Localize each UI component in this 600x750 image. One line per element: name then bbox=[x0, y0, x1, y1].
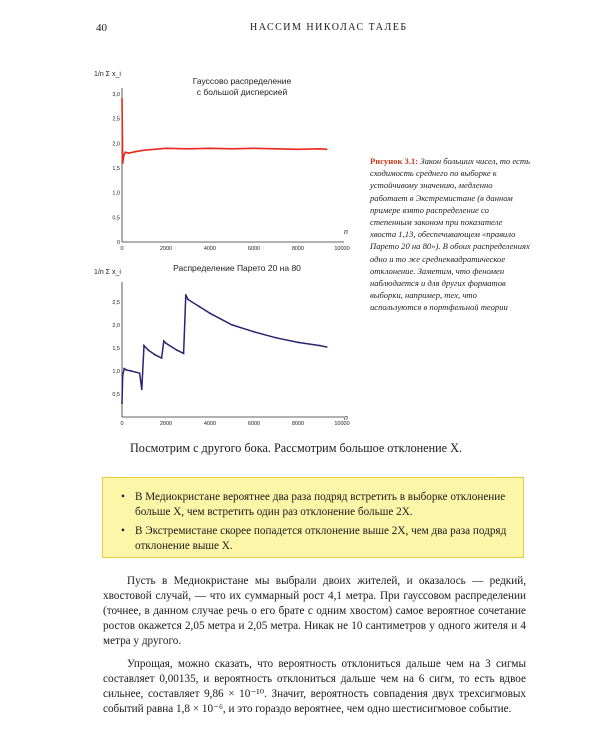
y-tick-label: 2,0 bbox=[112, 141, 120, 148]
data-point bbox=[198, 306, 200, 308]
gaussian-chart bbox=[92, 62, 357, 252]
data-point bbox=[161, 357, 163, 359]
callout-item-text: В Медиокристане вероятнее два раза подряд встретить в выборке отклонение больше X, чем встретить один раз отклонение больше 2X. bbox=[135, 491, 506, 518]
data-point bbox=[128, 152, 130, 154]
data-point bbox=[143, 345, 145, 347]
y-tick-label: 3,0 bbox=[112, 92, 120, 98]
chart-title-line-1: Гауссово распределение bbox=[192, 76, 292, 86]
data-point bbox=[253, 147, 255, 149]
figure-caption-text: Закон больших чисел, то есть сходимость среднего по выборке к устойчивому значению, медленно работает в Экстремистане (в данном примере взято распределение со степенным законом при показателе хвоста 1,13, обеспечивающем «правило Парето 20 на 80»). В обоих распределениях одно и то же среднеквадратическое отклонение. Заметим, что феномен наблюдается и для других форматов выборки, например, тех, что используются в портфельной теории bbox=[370, 156, 530, 313]
x-tick-label: 0 bbox=[120, 421, 124, 427]
data-point bbox=[139, 372, 141, 374]
data-point bbox=[154, 354, 156, 356]
data-point bbox=[209, 147, 211, 149]
data-point bbox=[319, 345, 321, 347]
data-point bbox=[141, 388, 143, 390]
axis-lines bbox=[122, 282, 344, 417]
x-axis-label: n bbox=[344, 415, 348, 422]
x-tick-label: 8000 bbox=[291, 246, 305, 252]
bullet: • bbox=[121, 491, 125, 503]
callout-item bbox=[117, 490, 511, 520]
data-point bbox=[326, 346, 328, 348]
data-point bbox=[123, 155, 125, 157]
data-point bbox=[163, 340, 165, 342]
data-point bbox=[319, 148, 321, 150]
chart-title: Распределение Парето 20 на 80 bbox=[173, 263, 301, 273]
callout-item-text: В Экстремистане скорее попадется отклонение выше 2X, чем два раза подряд отклонение выше X. bbox=[135, 525, 507, 552]
data-point bbox=[187, 299, 189, 301]
transition-sentence: Посмотрим с другого бока. Рассмотрим большое отклонение X. bbox=[130, 441, 462, 455]
x-tick-label: 0 bbox=[120, 246, 124, 252]
x-tick-label: 2000 bbox=[159, 246, 173, 252]
y-tick-label: 1,0 bbox=[112, 368, 120, 375]
data-point bbox=[123, 368, 125, 370]
y-tick-label: 0,5 bbox=[112, 215, 120, 222]
x-tick-label: 4000 bbox=[203, 421, 217, 427]
figure-caption-label: Рисунок 3.1: bbox=[370, 156, 419, 166]
y-tick-label: 0,5 bbox=[112, 391, 120, 398]
series-line bbox=[122, 295, 327, 403]
y-tick-label: 1,5 bbox=[112, 345, 120, 352]
x-tick-label: 10000 bbox=[334, 246, 350, 252]
data-point bbox=[297, 341, 299, 343]
running-head: НАССИМ НИКОЛАС ТАЛЕБ bbox=[250, 22, 408, 33]
data-point bbox=[326, 148, 328, 150]
y-tick-label: 1,0 bbox=[112, 190, 120, 197]
data-point bbox=[134, 151, 136, 153]
figure-caption bbox=[370, 155, 530, 314]
axis-lines bbox=[122, 88, 344, 242]
y-tick-label: 2,5 bbox=[112, 116, 120, 123]
x-tick-label: 8000 bbox=[291, 421, 305, 427]
data-point bbox=[122, 375, 124, 377]
bullet: • bbox=[121, 525, 125, 537]
x-tick-label: 6000 bbox=[247, 246, 261, 252]
data-point bbox=[126, 369, 128, 371]
body-paragraph: Пусть в Медиокристане мы выбрали двоих жителей, и оказалось — редкий, хвостовой случай, — что их суммарный рост 4,1 метра. При гауссовом распределении (точнее, в данном случае речь о его брате с одним хвостом) самое вероятное сочетание ростов окажется 2,05 метра и 2,05 метра. Никак не 10 сантиметров у одного жителя и 4 метра у другого. bbox=[103, 575, 526, 647]
data-point bbox=[122, 162, 124, 164]
pareto-chart bbox=[92, 260, 357, 440]
data-point bbox=[275, 337, 277, 339]
callout-box bbox=[102, 477, 524, 558]
data-point bbox=[143, 149, 145, 151]
data-point bbox=[130, 370, 132, 372]
x-tick-label: 2000 bbox=[159, 421, 173, 427]
data-point bbox=[253, 331, 255, 333]
data-point bbox=[121, 402, 123, 404]
body-paragraph: Упрощая, можно сказать, что вероятность отклониться дальше чем на 3 сигмы составляет 0,00135, и вероятность отклониться дальше чем на 6 сигм, то есть вдвое сильнее, составляет 9,86 × 10⁻¹⁰. Значит, вероятность совпадения двух трехсигмовых событий равна 1,8 × 10⁻⁶, и это гораздо вероятнее, чем одно шестисигмовое событие. bbox=[103, 658, 526, 715]
series-line bbox=[122, 99, 327, 163]
y-tick-label: 0 bbox=[116, 240, 120, 246]
data-point bbox=[165, 147, 167, 149]
x-axis-label: n bbox=[344, 229, 348, 236]
data-point bbox=[231, 324, 233, 326]
data-point bbox=[185, 294, 187, 296]
page-header bbox=[0, 22, 600, 40]
x-tick-label: 4000 bbox=[203, 246, 217, 252]
data-point bbox=[275, 148, 277, 150]
data-point bbox=[209, 312, 211, 314]
y-axis-label: 1/n Σ x_i bbox=[94, 71, 121, 78]
body-text bbox=[103, 574, 526, 725]
data-point bbox=[176, 349, 178, 351]
data-point bbox=[183, 353, 185, 355]
data-point bbox=[124, 151, 126, 153]
data-point bbox=[231, 148, 233, 150]
chart-title-line-2: с большой дисперсией bbox=[196, 87, 288, 97]
y-tick-label: 2,5 bbox=[112, 299, 120, 306]
x-tick-label: 6000 bbox=[247, 421, 261, 427]
y-axis-label: 1/n Σ x_i bbox=[94, 269, 121, 276]
data-point bbox=[187, 148, 189, 150]
y-tick-label: 2,0 bbox=[112, 322, 120, 329]
data-point bbox=[165, 342, 167, 344]
data-point bbox=[148, 349, 150, 351]
x-tick-label: 10000 bbox=[334, 421, 350, 427]
callout-item bbox=[117, 524, 511, 554]
page-number: 40 bbox=[96, 22, 107, 34]
y-tick-label: 1,5 bbox=[112, 166, 120, 172]
data-point bbox=[297, 148, 299, 150]
data-point bbox=[121, 98, 123, 100]
